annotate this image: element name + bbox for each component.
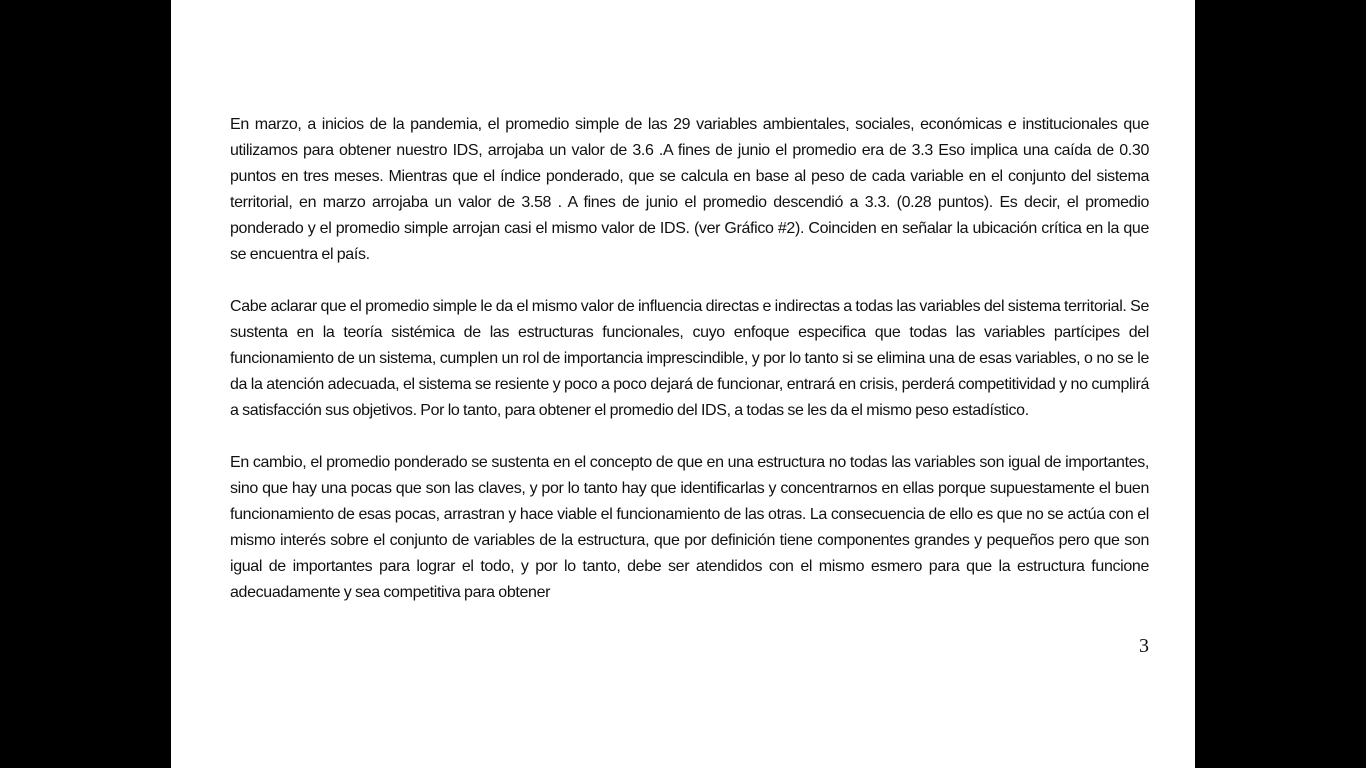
page-number: 3: [1139, 635, 1149, 657]
paragraph-2: Cabe aclarar que el promedio simple le da el mismo valor de influencia directas e indirectas a todas las variables del sistema territorial. Se sustenta en la teoría sistémica de las estructuras funcionales, cuyo enfoque especifica que todas las variables partícipes del funcionamiento de un sistema, cumplen un rol de importancia imprescindible, y por lo tanto si se elimina una de esas variables, o no se le da la atención adecuada, el sistema se resiente y poco a poco dejará de funcionar, entrará en crisis, perderá competitividad y no cumplirá a satisfacción sus objetivos. Por lo tanto, para obtener el promedio del IDS, a todas se les da el mismo peso estadístico.: [230, 298, 1149, 419]
document-page[interactable]: [171, 0, 1195, 768]
page-body: [230, 112, 1149, 606]
paragraph-1: En marzo, a inicios de la pandemia, el promedio simple de las 29 variables ambientales, sociales, económicas e institucionales que utilizamos para obtener nuestro IDS, arrojaba un valor de 3.6 .A fines de junio el promedio era de 3.3 Eso implica una caída de 0.30 puntos en tres meses. Mientras que el índice ponderado, que se calcula en base al peso de cada variable en el conjunto del sistema territorial, en marzo arrojaba un valor de 3.58 . A fines de junio el promedio descendió a 3.3. (0.28 puntos). Es decir, el promedio ponderado y el promedio simple arrojan casi el mismo valor de IDS. (ver Gráfico #2). Coinciden en señalar la ubicación crítica en la que se encuentra el país.: [230, 116, 1149, 263]
paragraph-3: En cambio, el promedio ponderado se sustenta en el concepto de que en una estructura no todas las variables son igual de importantes, sino que hay una pocas que son las claves, y por lo tanto hay que identificarlas y concentrarnos en ellas porque supuestamente el buen funcionamiento de esas pocas, arrastran y hace viable el funcionamiento de las otras. La consecuencia de ello es que no se actúa con el mismo interés sobre el conjunto de variables de la estructura, que por definición tiene componentes grandes y pequeños pero que son igual de importantes para lograr el todo, y por lo tanto, debe ser atendidos con el mismo esmero para que la estructura funcione adecuadamente y sea competitiva para obtener: [230, 454, 1149, 601]
